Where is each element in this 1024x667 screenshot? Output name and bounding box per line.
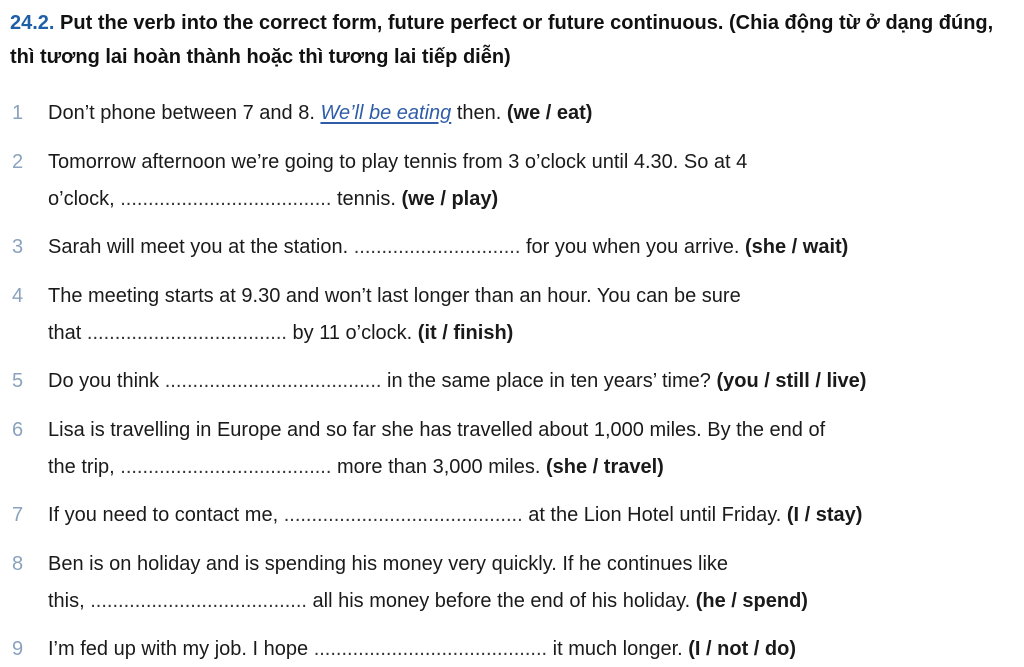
item-line bbox=[48, 449, 664, 485]
answer-blank[interactable]: ...................................... bbox=[120, 188, 332, 210]
item-text-after: then. bbox=[451, 102, 507, 124]
answer-blank[interactable]: ...................................... bbox=[120, 456, 332, 478]
answer-blank[interactable]: .................................... bbox=[86, 322, 287, 344]
answer-blank[interactable]: .......................................... bbox=[313, 638, 548, 660]
item-line bbox=[48, 497, 862, 533]
item-number: 7 bbox=[12, 504, 24, 526]
item-line: Lisa is travelling in Europe and so far she has travelled about 1,000 miles. By the end of bbox=[48, 419, 826, 441]
item-line bbox=[48, 229, 848, 265]
item-text-before: that bbox=[48, 322, 87, 344]
exercise-number: 24.2. bbox=[10, 12, 55, 34]
item-text-after: all his money before the end of his holiday. bbox=[306, 590, 696, 612]
item-text-before: this, bbox=[48, 590, 91, 612]
answer-blank[interactable]: ....................................... bbox=[164, 370, 382, 392]
answer-blank[interactable]: ....................................... bbox=[90, 590, 307, 612]
item-number: 3 bbox=[12, 236, 24, 258]
item-number: 6 bbox=[12, 419, 24, 441]
item-text-after: by 11 o’clock. bbox=[286, 322, 418, 344]
item-line bbox=[48, 315, 513, 351]
item-line: Tomorrow afternoon we’re going to play tennis from 3 o’clock until 4.30. So at 4 bbox=[48, 151, 748, 173]
verb-hint: (we / eat) bbox=[506, 102, 593, 124]
verb-hint: (we / play) bbox=[401, 188, 499, 210]
verb-hint: (I / not / do) bbox=[688, 638, 797, 660]
item-text-after: in the same place in ten years’ time? bbox=[381, 370, 717, 392]
verb-hint: (you / still / live) bbox=[716, 370, 867, 392]
item-text-before: Sarah will meet you at the station. bbox=[48, 236, 354, 258]
answer-blank[interactable]: .............................. bbox=[353, 236, 521, 258]
item-text-before: If you need to contact me, bbox=[48, 504, 284, 526]
item-line: Ben is on holiday and is spending his money very quickly. If he continues like bbox=[48, 553, 729, 575]
item-number: 5 bbox=[12, 370, 24, 392]
item-line bbox=[48, 583, 808, 619]
item-text-after: at the Lion Hotel until Friday. bbox=[522, 504, 787, 526]
item-number: 2 bbox=[12, 151, 24, 173]
item-text-after: for you when you arrive. bbox=[520, 236, 745, 258]
item-line bbox=[48, 631, 796, 667]
verb-hint: (it / finish) bbox=[417, 322, 514, 344]
verb-hint: (she / wait) bbox=[744, 236, 849, 258]
item-number: 9 bbox=[12, 638, 24, 660]
item-text-before: Do you think bbox=[48, 370, 165, 392]
item-number: 8 bbox=[12, 553, 24, 575]
item-line bbox=[48, 363, 866, 399]
exercise-instructions: Put the verb into the correct form, future perfect or future continuous. (Chia động từ ở dạng đúng, thì tương lai hoàn thành hoặc thì tương lai tiếp diễn) bbox=[10, 12, 994, 68]
item-text-after: it much longer. bbox=[547, 638, 689, 660]
item-text-before: Don’t phone between 7 and 8. bbox=[48, 102, 321, 124]
item-text-after: more than 3,000 miles. bbox=[331, 456, 546, 478]
item-number: 1 bbox=[12, 102, 24, 124]
item-text-after: tennis. bbox=[331, 188, 402, 210]
item-line: The meeting starts at 9.30 and won’t last longer than an hour. You can be sure bbox=[48, 285, 741, 307]
item-text-before: the trip, bbox=[48, 456, 121, 478]
example-answer: We’ll be eating bbox=[320, 102, 452, 124]
verb-hint: (I / stay) bbox=[786, 504, 863, 526]
exercise-heading bbox=[10, 6, 1010, 74]
verb-hint: (she / travel) bbox=[545, 456, 664, 478]
item-number: 4 bbox=[12, 285, 24, 307]
item-text-before: o’clock, bbox=[48, 188, 121, 210]
verb-hint: (he / spend) bbox=[695, 590, 808, 612]
item-line bbox=[48, 95, 592, 131]
answer-blank[interactable]: ........................................... bbox=[283, 504, 523, 526]
item-line bbox=[48, 181, 498, 217]
item-text-before: I’m fed up with my job. I hope bbox=[48, 638, 314, 660]
